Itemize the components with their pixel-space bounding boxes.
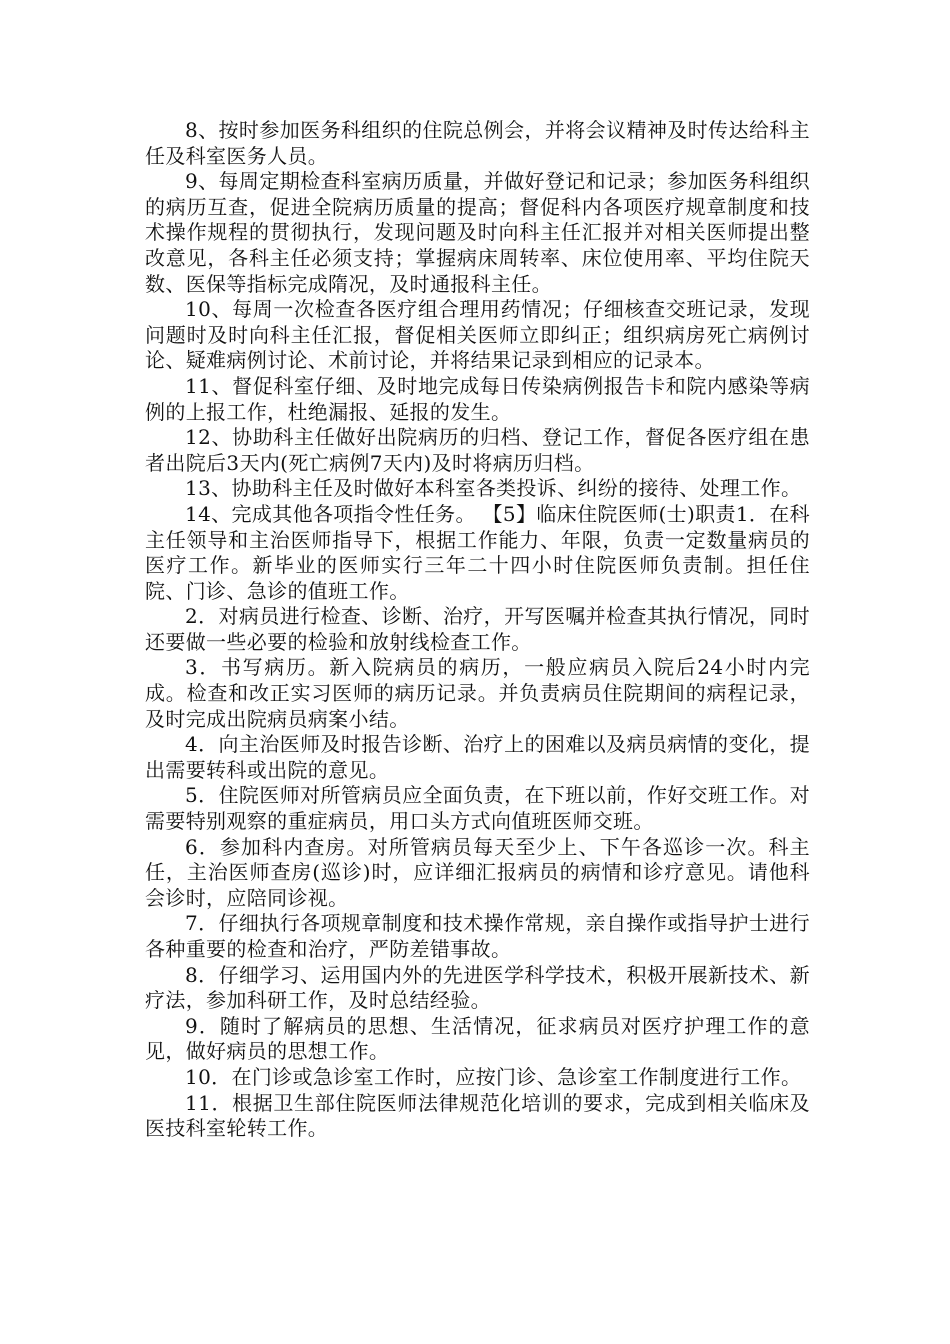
duty-item-8: 8．仔细学习、运用国内外的先进医学科学技术，积极开展新技术、新疗法，参加科研工作，及时总结经验。 [145, 962, 810, 1013]
paragraph-item-12: 12、协助科主任做好出院病历的归档、登记工作，督促各医疗组在患者出院后3天内(死亡病例7天内)及时将病历归档。 [145, 425, 810, 475]
paragraph-item-9: 9、每周定期检查科室病历质量，并做好登记和记录；参加医务科组织的病历互查，促进全院病历质量的提高；督促科内各项医疗规章制度和技术操作规程的贯彻执行，发现问题及时向科主任汇报并对相关医师提出整改意见，各科主任必须支持；掌握病床周转率、床位使用率、平均住院天数、医保等指标完成隋况，及时通报科主任。 [145, 169, 810, 296]
duty-item-10: 10．在门诊或急诊室工作时，应按门诊、急诊室工作制度进行工作。 [185, 1064, 802, 1089]
duty-item-6: 6．参加科内查房。对所管病员每天至少上、下午各巡诊一次。科主任，主治医师查房(巡诊)时，应详细汇报病员的病情和诊疗意见。请他科会诊时，应陪同诊视。 [145, 834, 810, 910]
duty-item-7: 7．仔细执行各项规章制度和技术操作常规，亲自操作或指导护士进行各种重要的检查和治疗，严防差错事故。 [145, 911, 810, 961]
duty-item-5: 5．住院医师对所管病员应全面负责，在下班以前，作好交班工作。对需要特别观察的重症病员，用口头方式向值班医师交班。 [145, 783, 810, 834]
paragraph-item-11: 11、督促科室仔细、及时地完成每日传染病例报告卡和院内感染等病例的上报工作，杜绝漏报、延报的发生。 [145, 373, 810, 424]
duty-item-3: 3．书写病历。新入院病员的病历，一般应病员入院后24小时内完成。检查和改正实习医师的病历记录。并负责病员住院期间的病程记录，及时完成出院病员病案小结。 [145, 655, 810, 731]
duty-item-2: 2．对病员进行检查、诊断、治疗，开写医嘱并检查其执行情况，同时还要做一些必要的检验和放射线检查工作。 [145, 604, 810, 654]
duty-item-11: 11．根据卫生部住院医师法律规范化培训的要求，完成到相关临床及医技科室轮转工作。 [145, 1090, 810, 1141]
paragraph-item-14-and-duty-1: 14、完成其他各项指令性任务。 【5】临床住院医师(士)职责1．在科主任领导和主治医师指导下，根据工作能力、年限，负责一定数量病员的医疗工作。新毕业的医师实行三年二十四小时住院医师负责制。担任住院、门诊、急诊的值班工作。 [145, 501, 810, 603]
paragraph-item-13: 13、协助科主任及时做好本科室各类投诉、纠纷的接待、处理工作。 [185, 476, 802, 501]
duty-item-4: 4．向主治医师及时报告诊断、治疗上的困难以及病员病情的变化，提出需要转科或出院的意见。 [145, 732, 810, 782]
paragraph-item-8: 8、按时参加医务科组织的住院总例会，并将会议精神及时传达给科主任及科室医务人员。 [145, 118, 810, 168]
duty-item-9: 9．随时了解病员的思想、生活情况，征求病员对医疗护理工作的意见，做好病员的思想工作。 [145, 1013, 810, 1064]
paragraph-item-10: 10、每周一次检查各医疗组合理用药情况；仔细核查交班记录，发现问题时及时向科主任汇报，督促相关医师立即纠正；组织病房死亡病例讨论、疑难病例讨论、术前讨论，并将结果记录到相应的记录本。 [145, 297, 810, 373]
document-body [145, 118, 810, 1142]
